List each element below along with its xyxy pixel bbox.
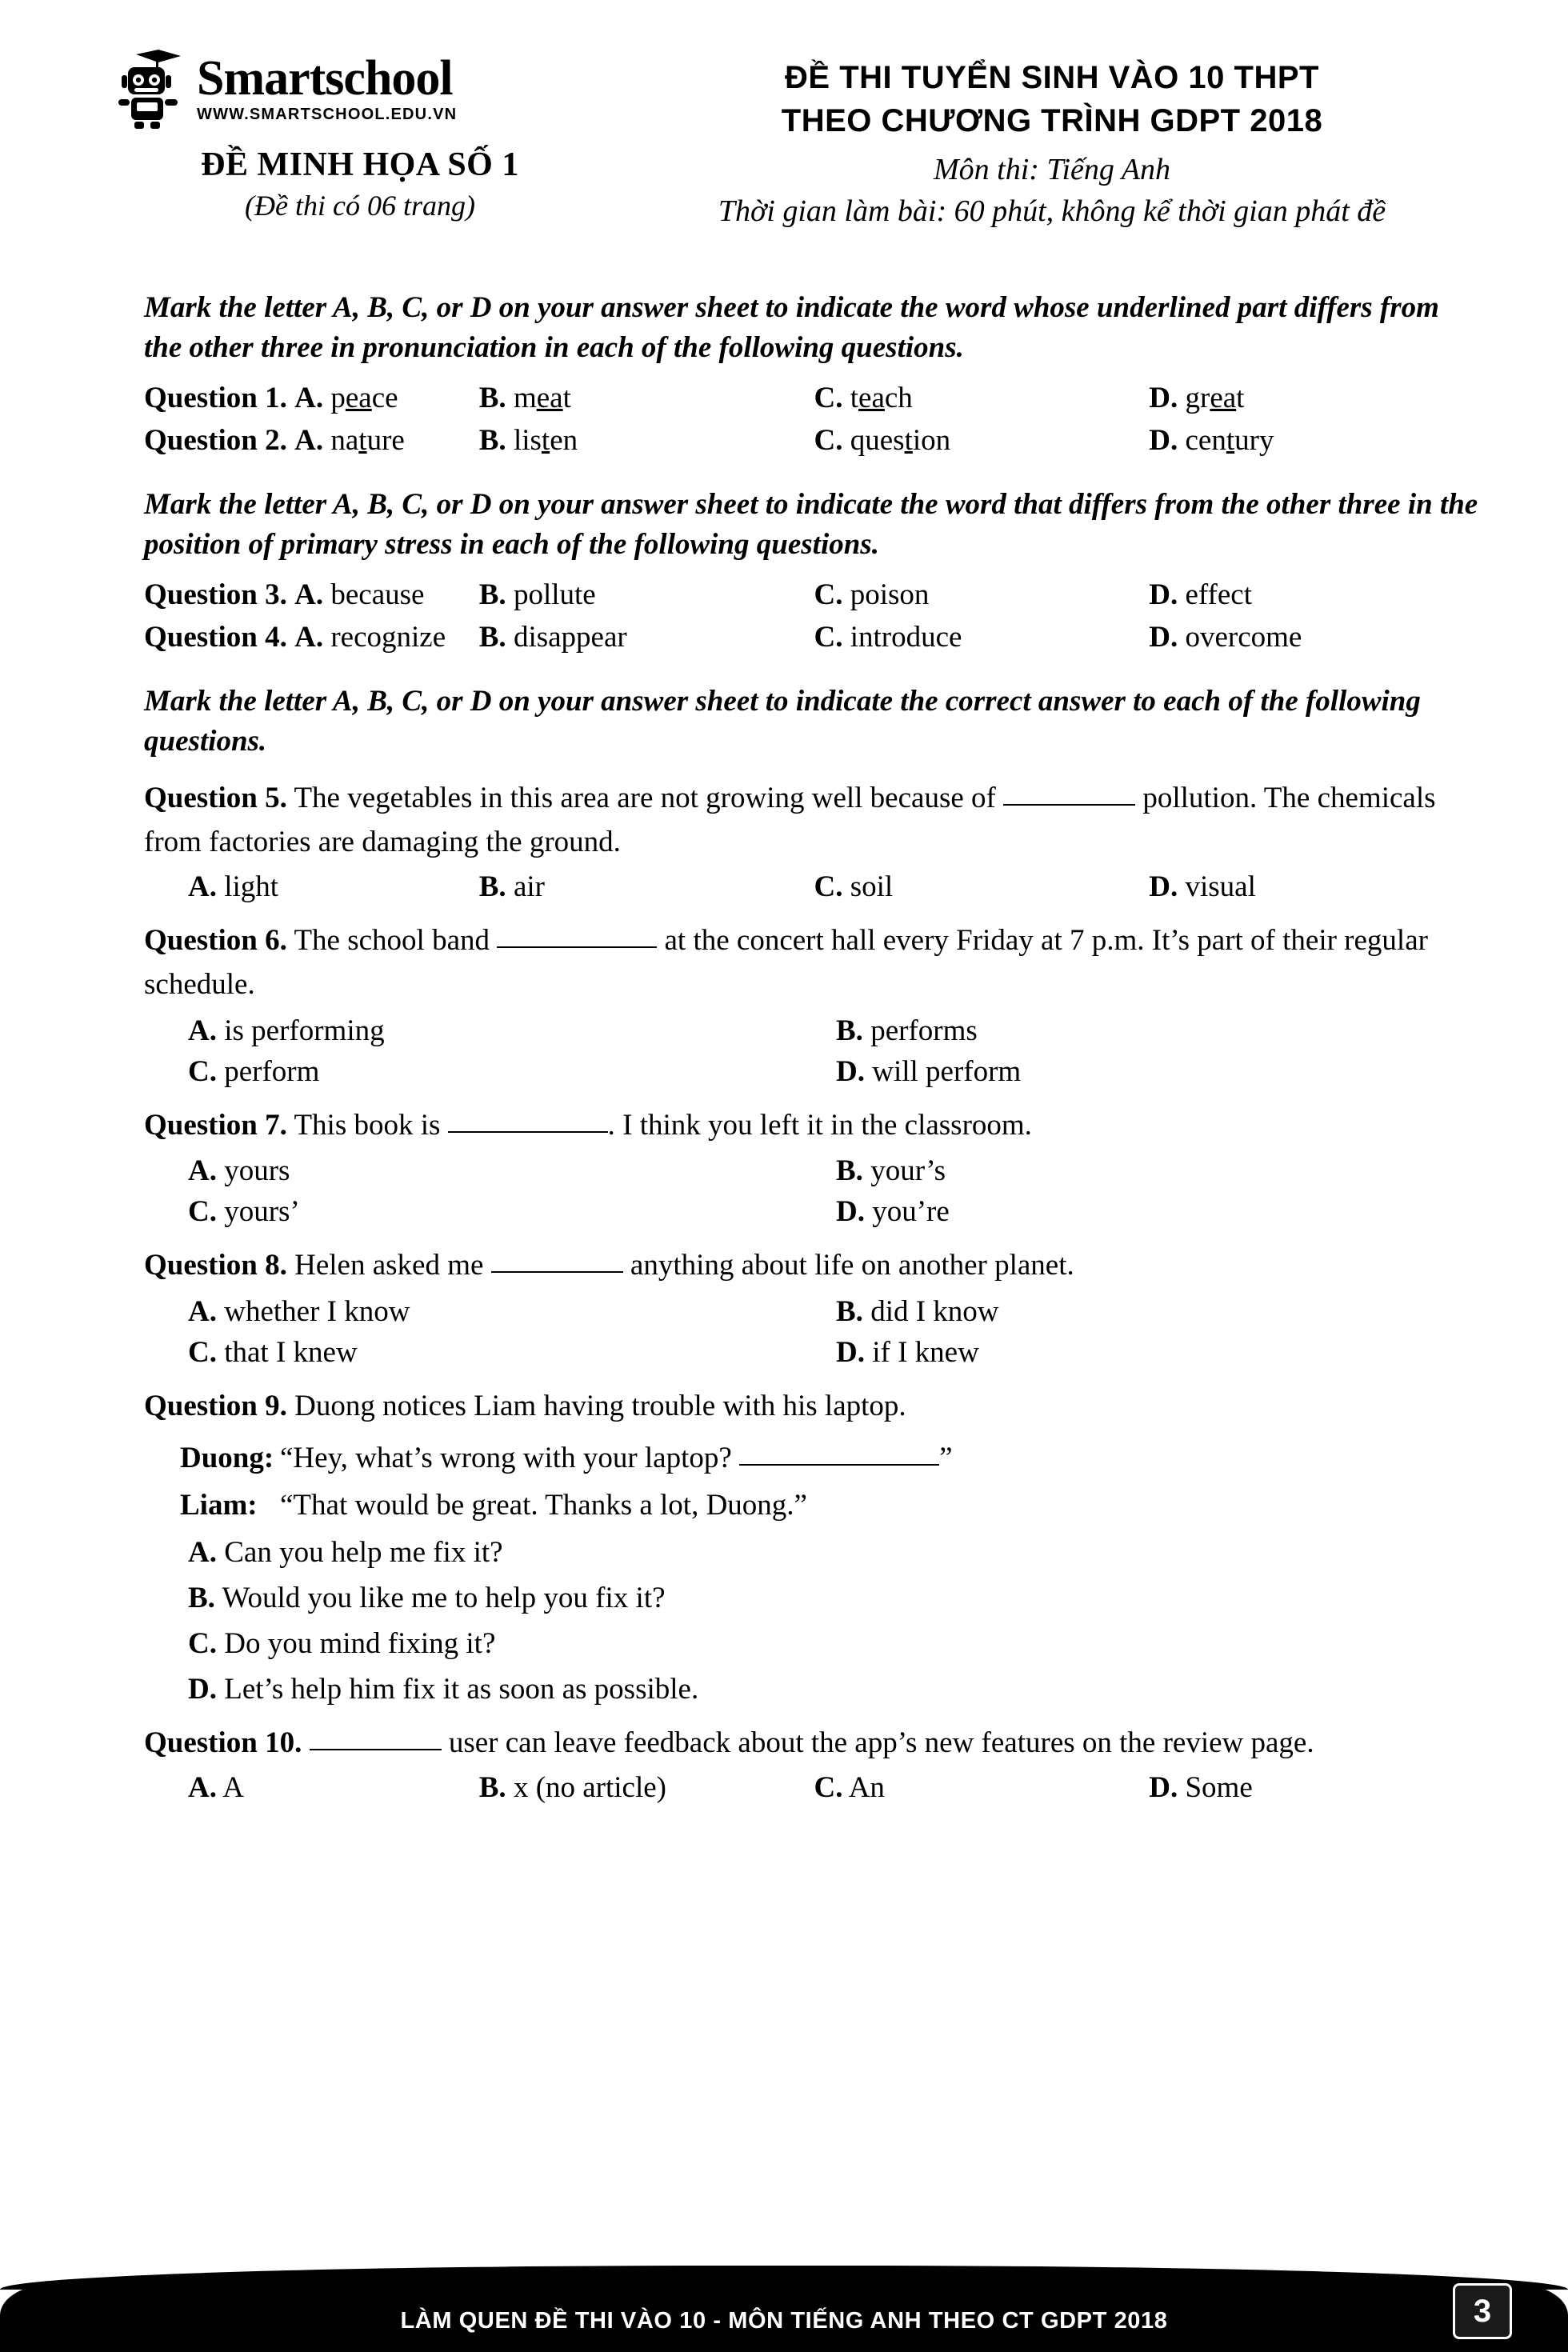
brand-row <box>112 48 608 131</box>
question-5-text-part1: The vegetables in this area are not growing well because of <box>294 781 996 814</box>
question-4-row <box>144 620 1484 654</box>
q1-a-pre: p <box>330 381 346 414</box>
option-letter-d: D. <box>1149 381 1178 414</box>
question-5-text-part2: pollution. The chemicals from factories are damaging the ground. <box>144 781 1436 859</box>
option-letter-d: D. <box>836 1195 865 1229</box>
question-9-option-c[interactable] <box>144 1626 1484 1661</box>
option-letter-d: D. <box>1149 423 1178 457</box>
option-letter-c: C. <box>188 1627 217 1661</box>
option-letter-d: D. <box>836 1054 865 1088</box>
q2-c-post: ion <box>912 423 951 457</box>
question-6-stem <box>144 918 1484 1007</box>
question-7-options-row1 <box>144 1154 1484 1188</box>
option-letter-c: C. <box>814 578 843 611</box>
q7-c-text: yours’ <box>224 1195 300 1229</box>
question-2-option-c[interactable] <box>814 423 1150 458</box>
q2-c-pre: ques <box>850 423 905 457</box>
question-1-option-a[interactable] <box>144 381 479 415</box>
question-9-dialog-duong <box>144 1441 1484 1475</box>
q2-d-pre: cen <box>1185 423 1226 457</box>
question-6-text-part1: The school band <box>294 923 490 957</box>
q6-c-text: perform <box>224 1054 320 1088</box>
q3-b-text: pollute <box>513 578 596 611</box>
q1-c-post: ch <box>884 381 913 414</box>
q9-a-text: Can you help me fix it? <box>224 1536 503 1570</box>
q1-a-post: ce <box>371 381 398 414</box>
exam-page-count: (Đề thi có 06 trang) <box>245 190 475 222</box>
option-letter-a: A. <box>188 1770 217 1804</box>
q2-b-pre: lis <box>513 423 542 457</box>
question-7-text-part1: This book is <box>294 1108 441 1142</box>
question-4-option-c[interactable] <box>814 620 1150 654</box>
option-letter-a: A. <box>188 1014 217 1047</box>
question-2-label: Question 2. <box>144 423 287 457</box>
question-6-options-row2 <box>144 1054 1484 1089</box>
question-8-text-part2: anything about life on another planet. <box>630 1249 1074 1282</box>
question-7-option-d[interactable] <box>836 1194 950 1229</box>
question-8-option-a[interactable] <box>188 1294 836 1329</box>
question-8-option-b[interactable] <box>836 1294 999 1329</box>
question-7-option-c[interactable] <box>188 1194 836 1229</box>
dialog-duong-text <box>280 1441 953 1475</box>
q5-b-text: air <box>513 870 545 903</box>
robot-mascot-icon <box>112 48 189 131</box>
question-8-option-d[interactable] <box>836 1335 979 1370</box>
q2-d-underlined: t <box>1226 423 1235 457</box>
question-4-option-d[interactable] <box>1149 620 1484 654</box>
question-2-row <box>144 423 1484 458</box>
instruction-stress: Mark the letter A, B, C, or D on your answer sheet to indicate the word that differs from the other three in the position of primary stress in each of the following questions. <box>144 487 1478 561</box>
question-10-label: Question 10. <box>144 1726 302 1760</box>
question-1-row <box>144 381 1484 415</box>
option-letter-b: B. <box>836 1014 863 1047</box>
q9-c-text: Do you mind fixing it? <box>224 1627 496 1661</box>
question-7-option-a[interactable] <box>188 1154 836 1188</box>
q5-c-text: soil <box>850 870 894 903</box>
option-letter-b: B. <box>478 423 506 457</box>
question-3-option-c[interactable] <box>814 578 1150 612</box>
q6-b-text: performs <box>870 1014 978 1047</box>
instruction-correct-answer: Mark the letter A, B, C, or D on your answer sheet to indicate the correct answer to each of the following questions. <box>144 684 1421 758</box>
question-7-label: Question 7. <box>144 1108 287 1142</box>
page-header <box>0 0 1568 229</box>
q4-b-text: disappear <box>513 620 627 654</box>
question-6-option-a[interactable] <box>188 1014 836 1048</box>
question-9-text: Duong notices Liam having trouble with his laptop. <box>294 1389 906 1422</box>
question-7-options-row2 <box>144 1194 1484 1229</box>
question-4-label: Question 4. <box>144 620 287 654</box>
q1-a-underlined: ea <box>345 381 372 414</box>
question-3-option-a[interactable] <box>144 578 479 612</box>
option-letter-a: A. <box>188 1154 217 1188</box>
dialog-duong-text-part1: “Hey, what’s wrong with your laptop? <box>280 1442 732 1475</box>
question-9-blank[interactable] <box>739 1464 939 1466</box>
question-9-option-a[interactable] <box>144 1535 1484 1570</box>
option-letter-d: D. <box>836 1335 865 1369</box>
q10-a-text: A <box>222 1770 244 1804</box>
exam-title-line2: THEO CHƯƠNG TRÌNH GDPT 2018 <box>781 103 1323 138</box>
q10-b-text: x (no article) <box>513 1770 667 1804</box>
question-10-text-part2: user can leave feedback about the app’s new features on the review page. <box>448 1726 1314 1760</box>
title-column <box>608 48 1496 229</box>
question-1-option-d[interactable] <box>1149 381 1484 415</box>
option-letter-c: C. <box>814 620 843 654</box>
q3-d-text: effect <box>1185 578 1253 611</box>
q2-c-underlined: t <box>904 423 913 457</box>
q1-c-pre: t <box>850 381 859 414</box>
q2-b-underlined: t <box>541 423 550 457</box>
question-6-text-part2: at the concert hall every Friday at 7 p.m. It’s part of their regular schedule. <box>144 923 1428 1002</box>
question-1-label: Question 1. <box>144 381 287 414</box>
question-1-option-b[interactable] <box>479 381 814 415</box>
question-9-dialog-liam <box>144 1488 1484 1522</box>
question-7-option-b[interactable] <box>836 1154 946 1188</box>
question-8-blank[interactable] <box>491 1271 623 1273</box>
question-7-blank[interactable] <box>448 1131 608 1133</box>
question-8-options-row1 <box>144 1294 1484 1329</box>
question-4-option-a[interactable] <box>144 620 479 654</box>
q1-b-post: t <box>562 381 571 414</box>
option-letter-c: C. <box>188 1335 217 1369</box>
question-5-options <box>144 870 1484 904</box>
option-letter-b: B. <box>478 870 506 903</box>
question-3-option-b[interactable] <box>479 578 814 612</box>
q5-d-text: visual <box>1185 870 1256 903</box>
option-letter-b: B. <box>478 1770 506 1804</box>
question-9-option-d[interactable] <box>144 1672 1484 1706</box>
option-letter-d: D. <box>1149 578 1178 611</box>
q8-b-text: did I know <box>870 1294 999 1328</box>
q9-b-text: Would you like me to help you fix it? <box>222 1582 666 1615</box>
question-3-option-d[interactable] <box>1149 578 1484 612</box>
question-10-option-a[interactable] <box>144 1770 479 1805</box>
question-10-option-c[interactable] <box>814 1770 1150 1805</box>
q1-b-pre: m <box>513 381 537 414</box>
question-6-option-b[interactable] <box>836 1014 978 1048</box>
question-7-stem <box>144 1103 1484 1148</box>
option-letter-a: A. <box>188 1294 217 1328</box>
question-7-text-part2: . I think you left it in the classroom. <box>607 1108 1032 1142</box>
dialog-speaker-liam: Liam: <box>180 1489 258 1522</box>
q5-a-text: light <box>224 870 279 903</box>
option-letter-c: C. <box>188 1054 217 1088</box>
q1-d-pre: gr <box>1185 381 1210 414</box>
question-9-stem <box>144 1384 1484 1429</box>
question-10-option-d[interactable] <box>1149 1770 1484 1805</box>
q4-c-text: introduce <box>850 620 962 654</box>
question-8-option-c[interactable] <box>188 1335 836 1370</box>
question-2-option-b[interactable] <box>479 423 814 458</box>
q2-a-underlined: t <box>358 423 367 457</box>
question-8-stem <box>144 1243 1484 1288</box>
exam-duration: Thời gian làm bài: 60 phút, không kể thời gian phát đề <box>718 194 1386 228</box>
option-letter-c: C. <box>188 1195 217 1229</box>
option-letter-a: A. <box>188 870 217 903</box>
q1-d-underlined: ea <box>1210 381 1237 414</box>
page-footer <box>0 2232 1568 2352</box>
option-letter-a: A. <box>188 1536 217 1570</box>
option-letter-d: D. <box>1149 1770 1178 1804</box>
exam-content <box>0 229 1568 1805</box>
question-5-option-c[interactable] <box>814 870 1150 904</box>
option-letter-b: B. <box>478 578 506 611</box>
question-2-option-a[interactable] <box>144 423 479 458</box>
option-letter-a: A. <box>294 423 324 457</box>
brand-name: Smartschool <box>197 51 453 106</box>
q2-b-post: en <box>550 423 578 457</box>
q6-d-text: will perform <box>872 1054 1022 1088</box>
q3-c-text: poison <box>850 578 930 611</box>
question-6-blank[interactable] <box>497 946 657 948</box>
q7-b-text: your’s <box>870 1154 946 1188</box>
question-10-stem <box>144 1721 1484 1766</box>
question-5-label: Question 5. <box>144 781 287 814</box>
q2-d-post: ury <box>1234 423 1274 457</box>
question-4-option-b[interactable] <box>479 620 814 654</box>
option-letter-b: B. <box>478 620 506 654</box>
q2-a-pre: na <box>330 423 359 457</box>
dialog-liam-text: “That would be great. Thanks a lot, Duong.” <box>280 1489 807 1522</box>
q9-d-text: Let’s help him fix it as soon as possible. <box>224 1673 699 1706</box>
question-8-text-part1: Helen asked me <box>294 1249 484 1282</box>
option-letter-c: C. <box>814 870 843 903</box>
question-8-options-row2 <box>144 1335 1484 1370</box>
option-letter-d: D. <box>188 1673 217 1706</box>
q2-a-post: ure <box>366 423 405 457</box>
question-5-option-b[interactable] <box>479 870 814 904</box>
option-letter-d: D. <box>1149 620 1178 654</box>
option-letter-a: A. <box>294 578 324 611</box>
q8-a-text: whether I know <box>224 1294 410 1328</box>
question-1-option-c[interactable] <box>814 381 1150 415</box>
question-6-option-d[interactable] <box>836 1054 1021 1089</box>
question-6-label: Question 6. <box>144 923 287 957</box>
option-letter-b: B. <box>478 381 506 414</box>
q7-a-text: yours <box>224 1154 290 1188</box>
question-5-stem <box>144 776 1484 865</box>
option-letter-c: C. <box>814 1770 843 1804</box>
page-number: 3 <box>1453 2283 1512 2339</box>
q4-d-text: overcome <box>1185 620 1302 654</box>
option-letter-c: C. <box>814 381 843 414</box>
option-letter-a: A. <box>294 620 324 654</box>
q1-c-underlined: ea <box>858 381 885 414</box>
q8-c-text: that I knew <box>224 1335 358 1369</box>
question-8-label: Question 8. <box>144 1249 287 1282</box>
question-5-option-a[interactable] <box>144 870 479 904</box>
question-3-label: Question 3. <box>144 578 287 611</box>
option-letter-b: B. <box>188 1582 215 1615</box>
dialog-duong-text-part2: ” <box>939 1442 953 1475</box>
question-5-option-d[interactable] <box>1149 870 1484 904</box>
dialog-speaker-duong: Duong: <box>180 1442 274 1475</box>
question-6-options-row1 <box>144 1014 1484 1048</box>
brand-url: WWW.SMARTSCHOOL.EDU.VN <box>197 105 458 123</box>
exam-title-line1: ĐỀ THI TUYỂN SINH VÀO 10 THPT <box>785 60 1319 95</box>
question-10-option-b[interactable] <box>479 1770 814 1805</box>
exam-subject: Môn thi: Tiếng Anh <box>934 153 1170 186</box>
q1-d-post: t <box>1236 381 1245 414</box>
q1-b-underlined: ea <box>536 381 563 414</box>
question-5-blank[interactable] <box>1003 804 1135 806</box>
q10-d-text: Some <box>1185 1770 1253 1804</box>
question-6-option-c[interactable] <box>188 1054 836 1089</box>
option-letter-b: B. <box>836 1294 863 1328</box>
question-3-row <box>144 578 1484 612</box>
q3-a-text: because <box>330 578 425 611</box>
brand-text <box>197 51 458 124</box>
option-letter-b: B. <box>836 1154 863 1188</box>
question-2-option-d[interactable] <box>1149 423 1484 458</box>
q6-a-text: is performing <box>224 1014 385 1047</box>
question-9-option-b[interactable] <box>144 1581 1484 1615</box>
option-letter-d: D. <box>1149 870 1178 903</box>
q4-a-text: recognize <box>330 620 446 654</box>
q7-d-text: you’re <box>872 1195 950 1229</box>
question-9-label: Question 9. <box>144 1389 287 1422</box>
question-10-options <box>144 1770 1484 1805</box>
footer-title: LÀM QUEN ĐỀ THI VÀO 10 - MÔN TIẾNG ANH THEO CT GDPT 2018 <box>400 2308 1168 2334</box>
brand-column <box>112 48 608 222</box>
question-10-blank[interactable] <box>310 1749 442 1750</box>
exam-code: ĐỀ MINH HỌA SỐ 1 <box>201 146 519 183</box>
q10-c-text: An <box>848 1770 885 1804</box>
option-letter-c: C. <box>814 423 843 457</box>
instruction-pronunciation: Mark the letter A, B, C, or D on your answer sheet to indicate the word whose underlined part differs from the other three in pronunciation in each of the following questions. <box>144 291 1439 364</box>
q8-d-text: if I knew <box>872 1335 979 1369</box>
option-letter-a: A. <box>294 381 324 414</box>
